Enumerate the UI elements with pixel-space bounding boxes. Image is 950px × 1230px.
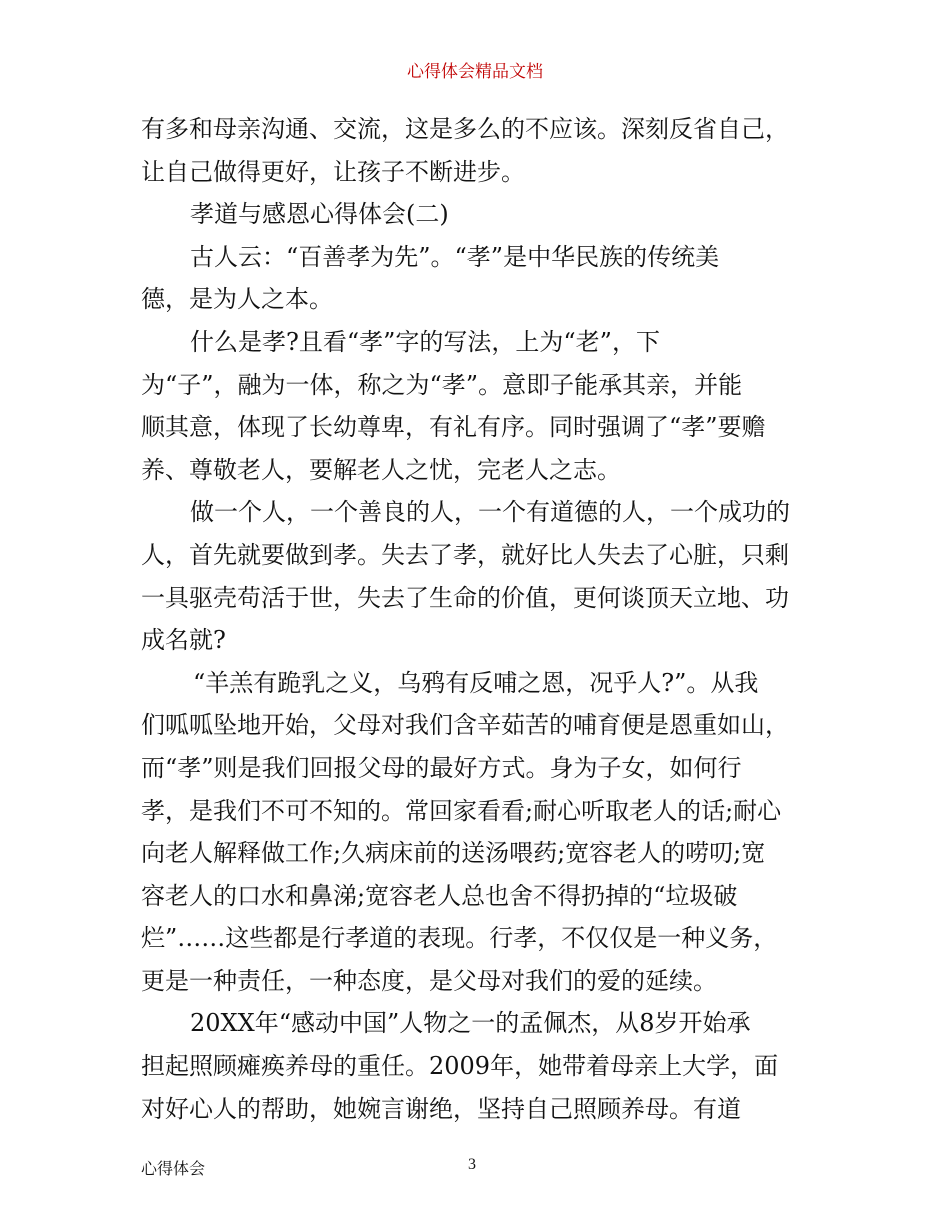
text-line: “羊羔有跪乳之义，乌鸦有反哺之恩，况乎人?”。从我 (193, 668, 759, 697)
text-line: 们呱呱坠地开始，父母对我们含辛茹苦的哺育便是恩重如山， (141, 711, 789, 740)
text-line: 顺其意，体现了长幼尊卑，有礼有序。同时强调了“孝”要赡 (141, 413, 766, 442)
text-line: 德，是为人之本。 (141, 285, 333, 314)
document-header-title: 心得体会精品文档 (407, 62, 543, 82)
text-line: 更是一种责任，一种态度，是父母对我们的爱的延续。 (141, 966, 717, 995)
text-line: 让自己做得更好，让孩子不断进步。 (141, 157, 525, 186)
text-line: 担起照顾瘫痪养母的重任。2009年，她带着母亲上大学，面 (141, 1052, 779, 1081)
text-line: 为“子”，融为一体，称之为“孝”。意即子能承其亲，并能 (141, 370, 743, 399)
text-line: 什么是孝?且看“孝”字的写法，上为“老”，下 (190, 327, 660, 356)
text-line: 成名就? (141, 626, 226, 655)
text-line: 孝，是我们不可不知的。常回家看看;耐心听取老人的话;耐心 (141, 796, 782, 825)
text-line: 一具驱壳苟活于世，失去了生命的价值，更何谈顶天立地、功 (141, 583, 789, 612)
text-line: 做一个人，一个善良的人，一个有道德的人，一个成功的 (190, 498, 790, 527)
text-line: 养、尊敬老人，要解老人之忧，完老人之志。 (141, 455, 621, 484)
text-line: 对好心人的帮助，她婉言谢绝，坚持自己照顾养母。有道 (141, 1094, 741, 1123)
section-heading: 孝道与感恩心得体会(二) (190, 200, 449, 229)
text-line: 古人云：“百善孝为先”。“孝”是中华民族的传统美 (190, 242, 720, 271)
text-line: 向老人解释做工作;久病床前的送汤喂药;宽容老人的唠叨;宽 (141, 839, 766, 868)
text-line: 而“孝”则是我们回报父母的最好方式。身为子女，如何行 (141, 753, 742, 782)
text-line: 20XX年“感动中国”人物之一的孟佩杰，从8岁开始承 (190, 1009, 751, 1038)
text-line: 有多和母亲沟通、交流，这是多么的不应该。深刻反省自己， (141, 115, 789, 143)
footer-label: 心得体会 (141, 1159, 206, 1178)
text-line: 烂”……这些都是行孝道的表现。行孝，不仅仅是一种义务， (141, 924, 778, 953)
text-line: 人，首先就要做到孝。失去了孝，就好比人失去了心脏，只剩 (141, 540, 789, 569)
document-body (141, 108, 821, 1130)
text-line: 容老人的口水和鼻涕;宽容老人总也舍不得扔掉的“垃圾破 (141, 881, 738, 910)
page-number: 3 (468, 1156, 476, 1173)
